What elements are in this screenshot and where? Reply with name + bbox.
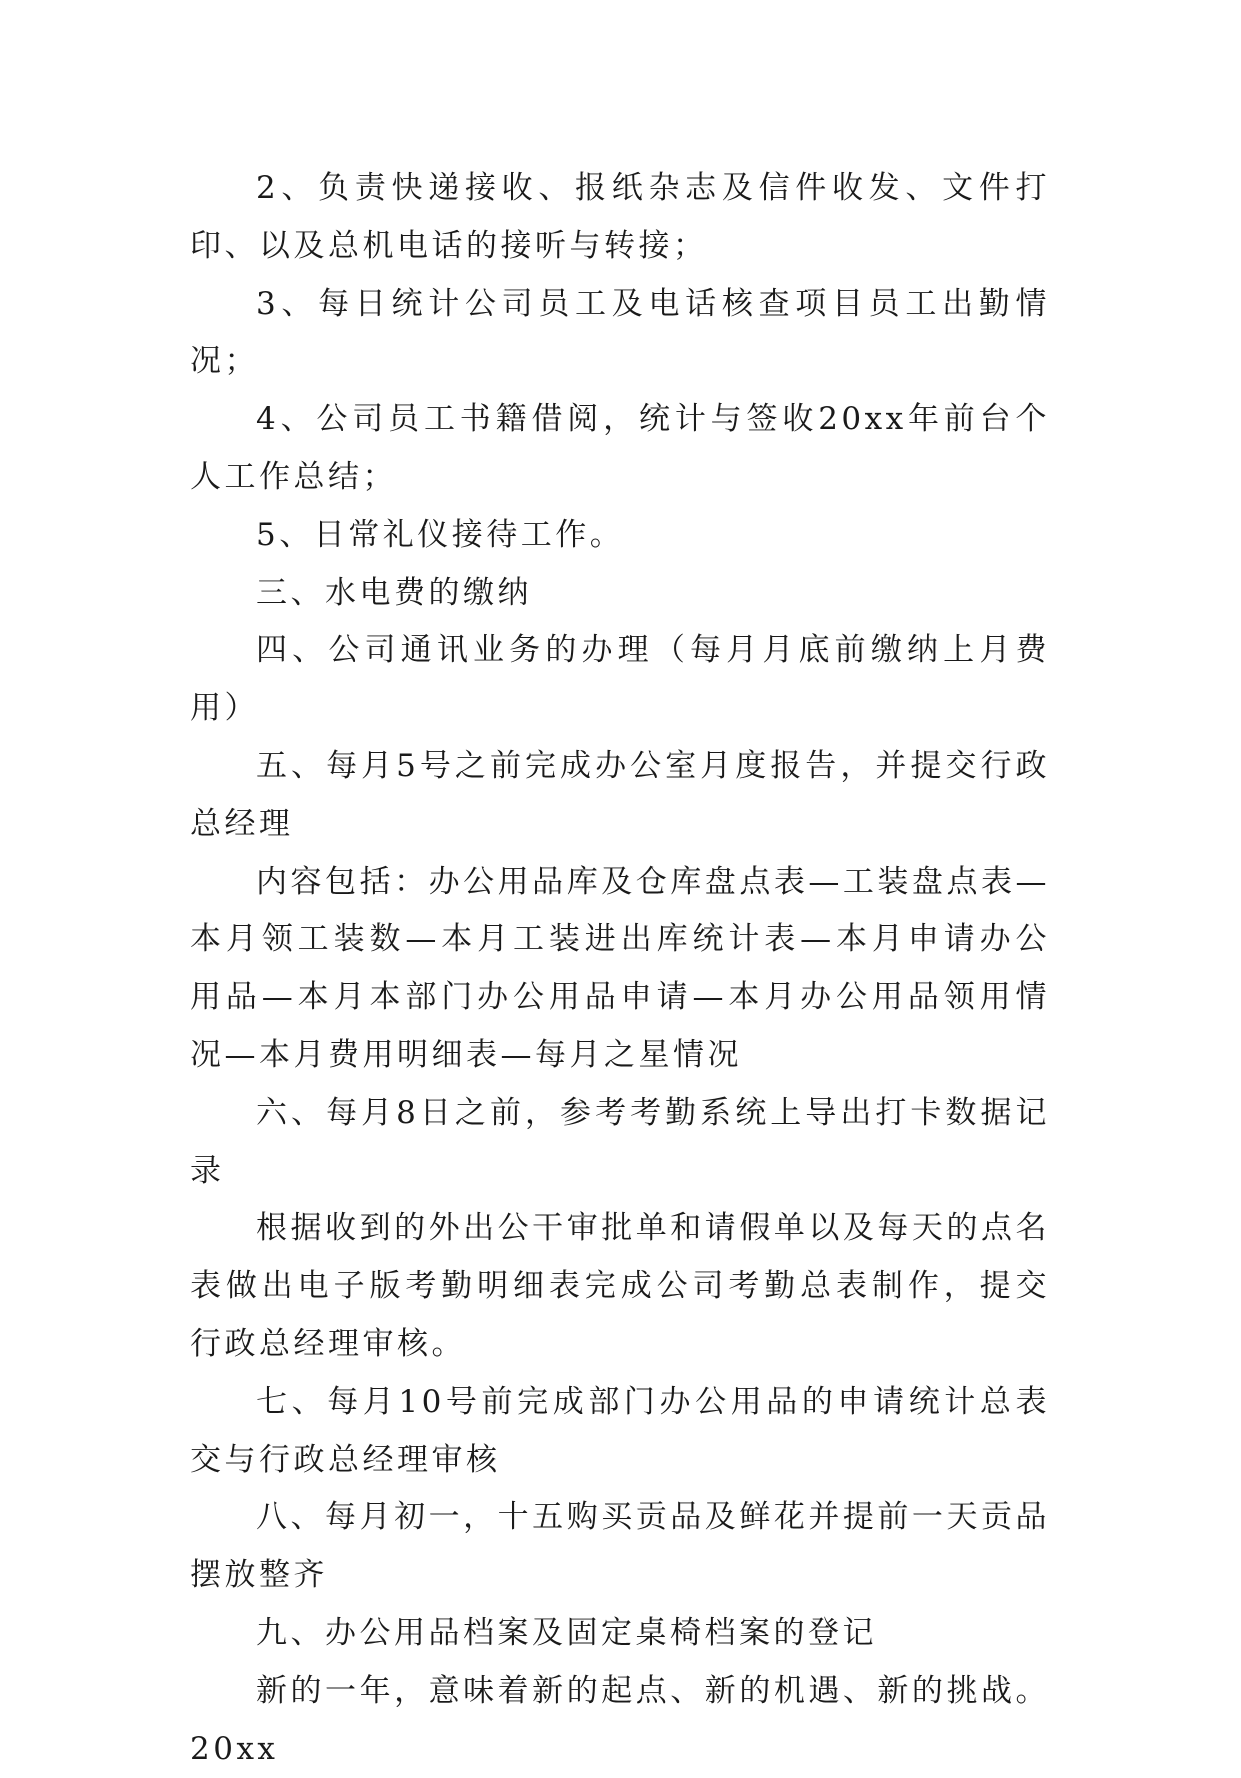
paragraph-14: 新的一年，意味着新的起点、新的机遇、新的挑战。20xx [190, 1672, 1050, 1767]
paragraph-5: 三、水电费的缴纳 [256, 574, 532, 611]
paragraph-1: 2、负责快递接收、报纸杂志及信件收发、文件打印、以及总机电话的接听与转接； [190, 170, 1050, 264]
paragraph-4: 5、日常礼仪接待工作。 [256, 516, 625, 553]
paragraph-9: 六、每月8日之前，参考考勤系统上导出打卡数据记录 [190, 1094, 1050, 1189]
paragraph-10: 根据收到的外出公干审批单和请假单以及每天的点名表做出电子版考勤明细表完成公司考勤总表制作，提交行政总经理审核。 [190, 1210, 1050, 1362]
paragraph-2: 3、每日统计公司员工及电话核查项目员工出勤情况； [190, 285, 1050, 380]
paragraph-8: 内容包括：办公用品库及仓库盘点表—工装盘点表—本月领工装数—本月工装进出库统计表—本月申请办公用品—本月本部门办公用品申请—本月办公用品领用情况—本月费用明细表—每月之星情况 [190, 863, 1050, 1073]
paragraph-13: 九、办公用品档案及固定桌椅档案的登记 [256, 1614, 877, 1651]
paragraph-7: 五、每月5号之前完成办公室月度报告，并提交行政总经理 [190, 747, 1050, 842]
paragraph-3: 4、公司员工书籍借阅，统计与签收20xx年前台个人工作总结； [190, 401, 1050, 495]
paragraph-11: 七、每月10号前完成部门办公用品的申请统计总表交与行政总经理审核 [190, 1383, 1050, 1478]
paragraph-6: 四、公司通讯业务的办理（每月月底前缴纳上月费用） [190, 632, 1050, 727]
paragraph-12: 八、每月初一，十五购买贡品及鲜花并提前一天贡品摆放整齐 [190, 1499, 1050, 1594]
document-body [190, 160, 1050, 1778]
